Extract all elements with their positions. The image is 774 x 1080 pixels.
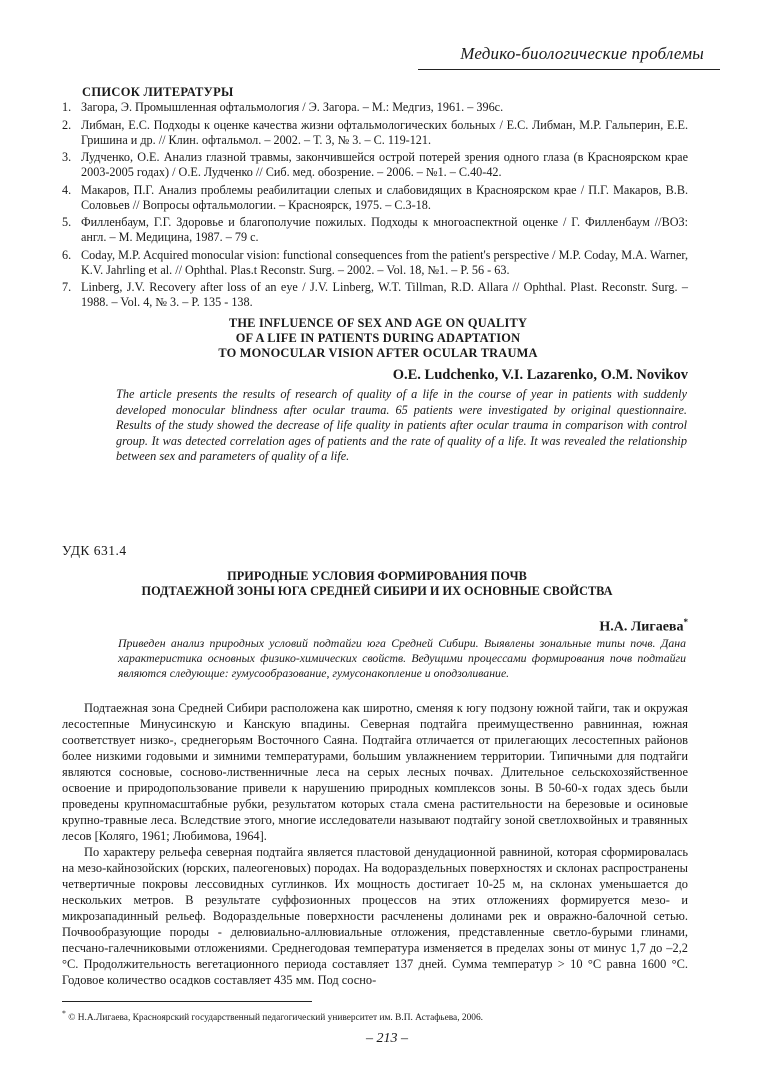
author-name: Н.А. Лигаева xyxy=(599,619,684,635)
header-rule xyxy=(418,69,720,70)
reference-item xyxy=(62,280,688,310)
journal-section-title: Медико-биологические проблемы xyxy=(460,44,704,63)
reference-text: Макаров, П.Г. Анализ проблемы реабилитации слепых и слабовидящих в Красноярском крае / П.Г. Макаров, В.В. Соловьев // Вопросы офтальмологии. – Красноярск, 1975. – С.3-18. xyxy=(81,182,688,212)
reference-item xyxy=(62,150,688,180)
reference-item xyxy=(62,248,688,278)
english-summary-abstract: The article presents the results of research of quality of a life in the course of year in patients with suddenly developed monocular blindness after ocular trauma. 65 patients were investigated by original questionnaire. Results of the study showed the decrease of life quality in patients after ocular trauma in comparison with control group. It was detected correlation ages of patients and the rate of quality of a life. It was revealed the relationship between sex and parameters of quality of a life. xyxy=(116,387,687,463)
udk-code: УДК 631.4 xyxy=(62,543,127,558)
reference-text: Linberg, J.V. Recovery after loss of an eye / J.V. Linberg, W.T. Tillman, R.D. Allara // Ophthal. Plast. Reconstr. Surg. – 1988. – Vol. 4, № 3. – P. 135 - 138. xyxy=(81,280,688,309)
footnote-rule xyxy=(62,1001,312,1002)
reference-item xyxy=(62,215,688,245)
reference-item xyxy=(62,183,688,213)
body-paragraph: По характеру рельефа северная подтайга является пластовой денудационной равниной, которая сформировалась на мезо-кайнозойских (юрских, палеогеновых) породах. На водораздельных поверхностях и склонах распространены четвертичные покровы лессовидных суглинков. Их мощность достигает 10-25 м, на склонах уменьшается до нескольких метров. В результате суффозионных процессов на этих отложениях формируется мезо- и микрозападинный рельеф. Водораздельные поверхности расчленены долинами рек и овражно-балочной сетью. Почвообразующие породы - делювиально-аллювиальные отложения, представленные светло-бурыми глинами, песчано-галечниковыми отложениями. Среднегодовая температура изменяется в пределах зоны от минус 1,7 до –2,2 °С. Продолжительность вегетационного периода составляет 137 дней. Сумма температур > 10 °С равна 1600 °С. Годовое количество осадков составляет 435 мм. Под сосно- xyxy=(62,845,688,987)
english-title-line: THE INFLUENCE OF SEX AND AGE ON QUALITY xyxy=(228,316,528,330)
reference-text: Либман, Е.С. Подходы к оценке качества жизни офтальмологических больных / Е.С. Либман, М.Р. Гальперин, Е.Е. Гришина и др. // Клин. офтальмол. – 2002. – Т. 3, № 3. – С. 119-121. xyxy=(81,117,688,147)
article-abstract: Приведен анализ природных условий подтайги юга Средней Сибири. Выявлены зональные типы почв. Дана характеристика основных физико-химических свойств. Ведущими процессами формирования почв подтайги являются следующие: гумусообразование, гумусонакопление и оподзоливание. xyxy=(118,636,686,680)
reference-number: 5. xyxy=(62,215,72,229)
reference-text: Филленбаум, Г.Г. Здоровье и благополучие пожилых. Подходы к многоаспектной оценке / Г. Филленбаум //ВОЗ: англ. – М. Медицина, 1987. – 79 с. xyxy=(81,215,688,244)
english-title-line: OF A LIFE IN PATIENTS DURING ADAPTATION xyxy=(235,331,521,345)
article-title-line: ПОДТАЕЖНОЙ ЗОНЫ ЮГА СРЕДНЕЙ СИБИРИ И ИХ ОСНОВНЫЕ СВОЙСТВА xyxy=(141,584,613,598)
article-title-line: ПРИРОДНЫЕ УСЛОВИЯ ФОРМИРОВАНИЯ ПОЧВ xyxy=(227,569,527,583)
reference-number: 2. xyxy=(62,117,72,132)
reference-number: 3. xyxy=(62,150,72,164)
reference-item xyxy=(62,100,688,115)
references-title: СПИСОК ЛИТЕРАТУРЫ xyxy=(82,85,234,99)
reference-item xyxy=(62,118,688,148)
body-paragraph: Подтаежная зона Средней Сибири расположена как широтно, сменяя к югу подзону южной тайги, так и окружая лесостепные Минусинскую и Канскую впадины. Северная подтайга преимущественно равнинная, южная соответствует низко-, среднегорьям Восточного Саяна. Подтайга отличается от прилегающих лесостепных районов более низкими годовыми и зимними температурами, большим увлажнением территории. Типичными для подтайги являются сосновые, сосново-лиственничные леса на серых лесных почвах. Длительное сельскохозяйственное освоение и природопользование привели к нарушению природных комплексов зоны. В 50-60-х годах здесь были проведены крупномасштабные рубки, результатом которых стала смена растительности на березовые и осиновые крупно-травные леса. Вследствие этого, многие исследователи называют подтайгу зоной светлохвойных и травянных лесов [Коляго, 1961; Любимова, 1964]. xyxy=(62,701,688,843)
footnote xyxy=(62,1009,483,1023)
reference-number: 7. xyxy=(62,280,72,294)
reference-number: 1. xyxy=(62,100,72,114)
reference-number: 6. xyxy=(62,247,72,262)
footnote-text: © Н.А.Лигаева, Красноярский государственный педагогический университет им. В.П. Астафьева, 2006. xyxy=(68,1013,483,1024)
english-title-line: TO MONOCULAR VISION AFTER OCULAR TRAUMA xyxy=(218,346,538,360)
page-number: – 213 – xyxy=(366,1031,408,1046)
references-list xyxy=(62,100,688,313)
english-summary-authors: O.E. Ludchenko, V.I. Lazarenko, O.M. Novikov xyxy=(392,367,688,383)
article-author xyxy=(599,617,688,636)
running-header xyxy=(418,38,720,70)
english-summary-title xyxy=(98,316,658,361)
reference-number: 4. xyxy=(62,182,72,197)
author-footnote-mark: * xyxy=(683,617,688,627)
reference-text: Coday, M.P. Acquired monocular vision: functional consequences from the patient's perspective / M.P. Coday, M.A. Warner, K.V. Jahrling et al. // Ophthal. Plas.t Reconstr. Surg. – 2002. – Vol. 18, №1. – P. 56 - 63. xyxy=(81,247,688,277)
reference-text: Загора, Э. Промышленная офтальмология / Э. Загора. – М.: Медгиз, 1961. – 396с. xyxy=(81,100,504,114)
footnote-mark: * xyxy=(62,1009,66,1018)
article-title xyxy=(96,569,658,599)
reference-text: Лудченко, О.Е. Анализ глазной травмы, закончившейся острой потерей зрения одного глаза (в Красноярском крае 2003-2005 годах) / О.Е. Лудченко // Сиб. мед. обозрение. – 2006. – №1. – С.40-42. xyxy=(81,150,688,179)
article-body xyxy=(62,700,688,988)
